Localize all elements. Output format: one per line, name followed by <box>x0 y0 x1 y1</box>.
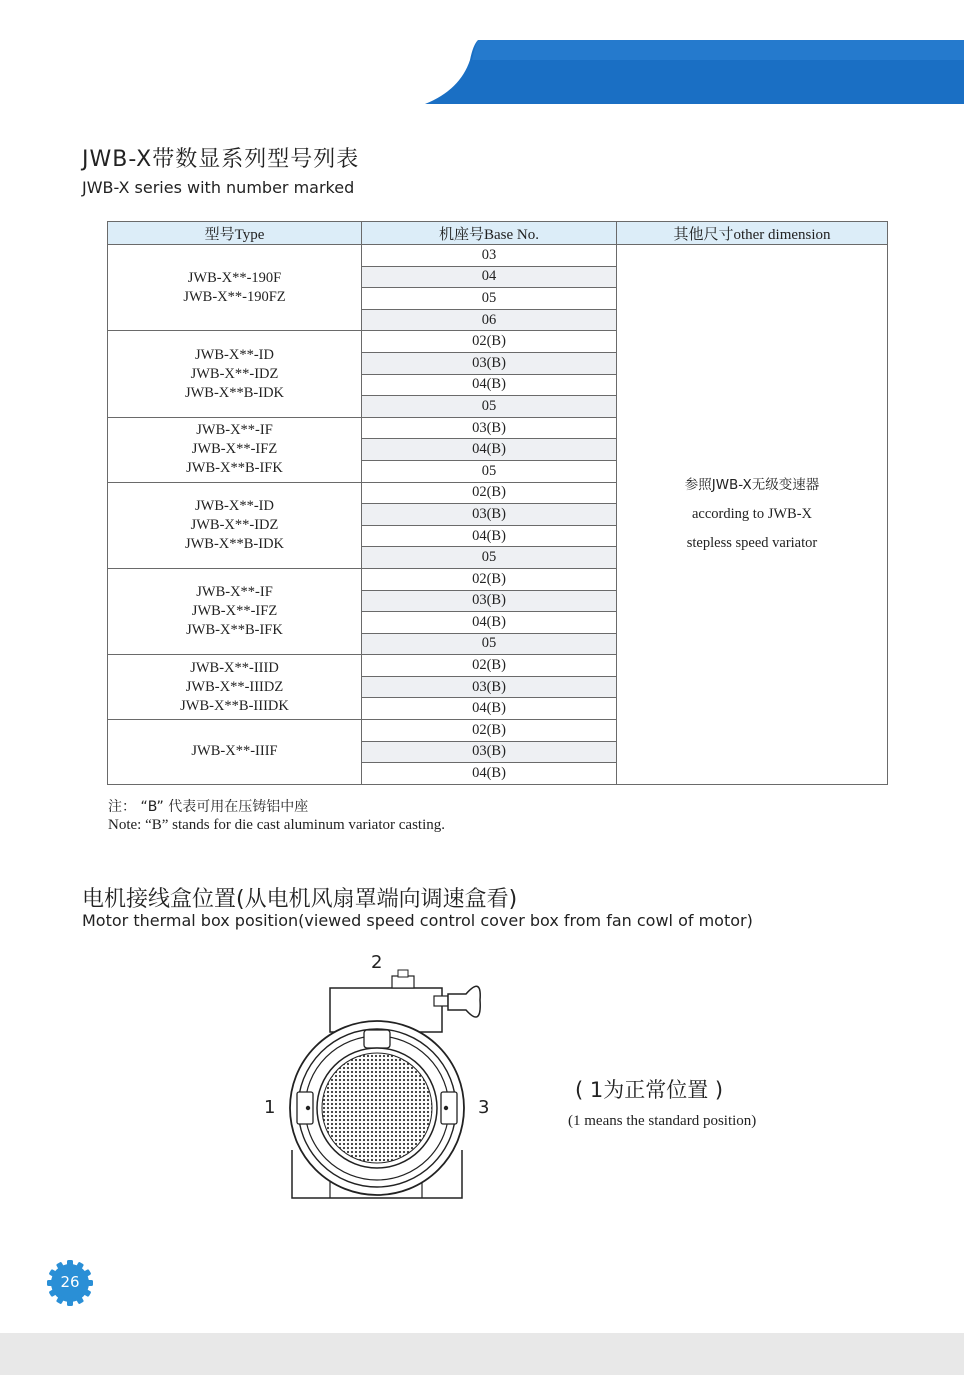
type-name: JWB-X**B-IFK <box>186 622 283 639</box>
section-title-en: Motor thermal box position(viewed speed control cover box from fan cowl of motor) <box>82 911 753 930</box>
base-cell: 05 <box>362 633 617 655</box>
position-label-2: 2 <box>371 952 383 973</box>
other-dimension-cell <box>617 245 888 785</box>
base-cell: 04(B) <box>362 698 617 720</box>
model-table <box>107 221 888 785</box>
type-name: JWB-X**-IDZ <box>190 516 279 533</box>
header-type: 型号Type <box>108 222 362 245</box>
type-name: JWB-X**-IF <box>196 584 273 601</box>
base-cell: 06 <box>362 309 617 331</box>
header-other: 其他尺寸other dimension <box>617 222 888 245</box>
type-cell <box>108 720 362 785</box>
base-cell: 04(B) <box>362 612 617 634</box>
base-cell: 05 <box>362 288 617 310</box>
base-cell: 05 <box>362 547 617 569</box>
section-title-cn: 电机接线盒位置(从电机风扇罩端向调速盒看) <box>82 887 518 912</box>
type-name: JWB-X**-ID <box>195 497 274 514</box>
type-name: JWB-X**-IFZ <box>191 603 278 620</box>
type-cell <box>108 568 362 654</box>
note-cn: 注： “B” 代表可用在压铸铝中座 <box>108 799 309 815</box>
type-cell <box>108 655 362 720</box>
base-cell: 02(B) <box>362 331 617 353</box>
note-en: Note: “B” stands for die cast aluminum variator casting. <box>108 817 445 833</box>
base-cell: 05 <box>362 396 617 418</box>
base-cell: 03(B) <box>362 417 617 439</box>
base-cell: 03 <box>362 245 617 267</box>
standard-position-cn: ( 1为正常位置 ) <box>575 1078 724 1102</box>
type-name: JWB-X**B-IIIDK <box>180 697 289 714</box>
base-cell: 04(B) <box>362 374 617 396</box>
header-base: 机座号Base No. <box>362 222 617 245</box>
type-name: JWB-X**B-IFK <box>186 460 283 477</box>
type-name: JWB-X**B-IDK <box>184 384 285 401</box>
standard-position-en: (1 means the standard position) <box>568 1113 757 1129</box>
position-label-3: 3 <box>478 1097 490 1118</box>
base-cell: 02(B) <box>362 482 617 504</box>
base-cell: 03(B) <box>362 676 617 698</box>
base-cell: 05 <box>362 460 617 482</box>
table-body <box>108 245 888 785</box>
other-dimension-en1: according to JWB-X <box>692 505 812 522</box>
type-cell <box>108 482 362 568</box>
other-dimension-cn: 参照JWB-X无级变速器 <box>684 476 820 493</box>
base-cell: 02(B) <box>362 568 617 590</box>
header-banner <box>0 0 964 110</box>
table-header-row <box>108 222 888 245</box>
base-cell: 04 <box>362 266 617 288</box>
type-name: JWB-X**-190FZ <box>183 288 286 305</box>
base-cell: 04(B) <box>362 525 617 547</box>
type-cell <box>108 245 362 331</box>
base-cell: 03(B) <box>362 590 617 612</box>
type-cell <box>108 331 362 417</box>
type-name: JWB-X**B-IDK <box>184 535 285 552</box>
base-cell: 02(B) <box>362 720 617 742</box>
base-cell: 04(B) <box>362 763 617 785</box>
page-title-en: JWB-X series with number marked <box>82 178 355 197</box>
table-row <box>108 245 888 267</box>
type-name: JWB-X**-IIIF <box>191 743 278 760</box>
type-name: JWB-X**-IIID <box>190 659 279 676</box>
type-name: JWB-X**-190F <box>187 269 282 286</box>
footer-strip <box>0 1333 964 1375</box>
base-cell: 02(B) <box>362 655 617 677</box>
type-name: JWB-X**-IFZ <box>191 441 278 458</box>
base-cell: 03(B) <box>362 741 617 763</box>
motor-diagram <box>270 950 530 1210</box>
other-dimension-en2: stepless speed variator <box>686 534 818 551</box>
type-name: JWB-X**-ID <box>195 346 274 363</box>
type-cell <box>108 417 362 482</box>
position-label-1: 1 <box>264 1097 276 1118</box>
type-name: JWB-X**-IF <box>196 422 273 439</box>
type-name: JWB-X**-IIIDZ <box>185 678 284 695</box>
page-title-cn: JWB-X带数显系列型号列表 <box>82 147 360 172</box>
base-cell: 03(B) <box>362 504 617 526</box>
base-cell: 03(B) <box>362 352 617 374</box>
page-number: 26 <box>60 1273 80 1291</box>
type-name: JWB-X**-IDZ <box>190 365 279 382</box>
base-cell: 04(B) <box>362 439 617 461</box>
